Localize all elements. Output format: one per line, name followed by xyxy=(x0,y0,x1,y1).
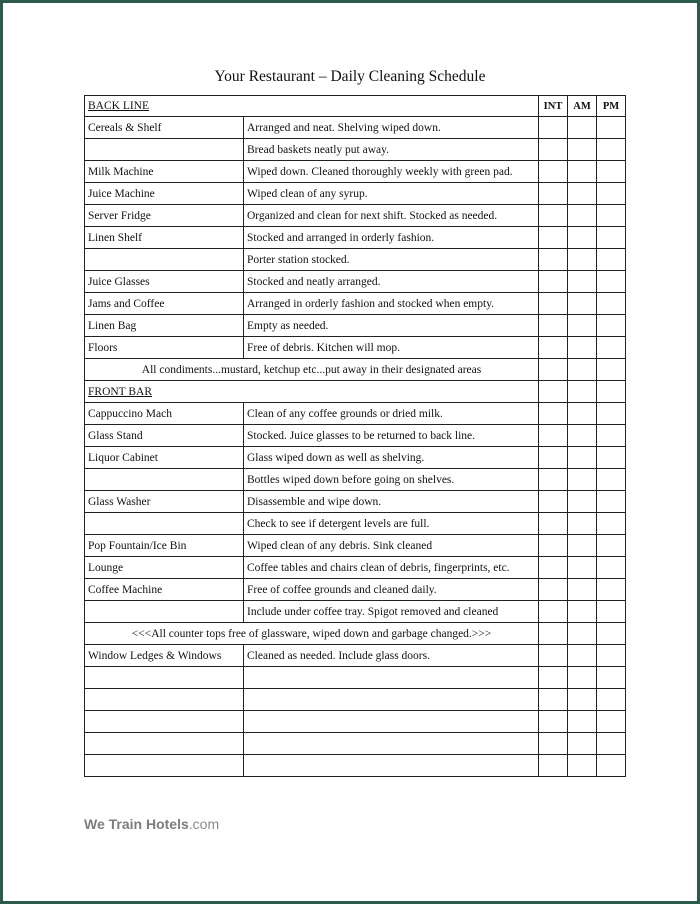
checkbox-cell-am[interactable] xyxy=(568,667,597,689)
checkbox-cell-int[interactable] xyxy=(539,337,568,359)
task-description: Porter station stocked. xyxy=(244,249,539,271)
checkbox-cell-int[interactable] xyxy=(539,557,568,579)
page-title: Your Restaurant – Daily Cleaning Schedule xyxy=(214,68,486,85)
task-item xyxy=(85,601,244,623)
task-description: Wiped clean of any syrup. xyxy=(244,183,539,205)
checkbox-cell[interactable] xyxy=(568,381,597,403)
table-row xyxy=(85,689,626,711)
task-description: Coffee tables and chairs clean of debris, fingerprints, etc. xyxy=(244,557,539,579)
checkbox-cell-am[interactable] xyxy=(568,469,597,491)
checkbox-cell-pm[interactable] xyxy=(597,645,626,667)
checkbox-cell-pm[interactable] xyxy=(597,491,626,513)
checkbox-cell-am[interactable] xyxy=(568,579,597,601)
checkbox-cell-pm[interactable] xyxy=(597,469,626,491)
table-row xyxy=(85,271,626,293)
task-item: Cappuccino Mach xyxy=(85,403,244,425)
task-description: Free of coffee grounds and cleaned daily. xyxy=(244,579,539,601)
checkbox-cell-int[interactable] xyxy=(539,249,568,271)
table-row xyxy=(85,205,626,227)
checkbox-cell[interactable] xyxy=(539,359,568,381)
table-row xyxy=(85,117,626,139)
task-description: Wiped clean of any debris. Sink cleaned xyxy=(244,535,539,557)
table-row xyxy=(85,249,626,271)
table-row xyxy=(85,733,626,755)
column-header-am: AM xyxy=(568,96,597,117)
task-description: Check to see if detergent levels are full. xyxy=(244,513,539,535)
task-description: Arranged and neat. Shelving wiped down. xyxy=(244,117,539,139)
task-description xyxy=(244,733,539,755)
column-header-pm: PM xyxy=(597,96,626,117)
checkbox-cell-int[interactable] xyxy=(539,667,568,689)
task-description: Free of debris. Kitchen will mop. xyxy=(244,337,539,359)
section-heading-front-bar-row xyxy=(85,381,626,403)
checkbox-cell-int[interactable] xyxy=(539,425,568,447)
checkbox-cell-pm[interactable] xyxy=(597,403,626,425)
task-item: Milk Machine xyxy=(85,161,244,183)
table-row xyxy=(85,403,626,425)
checkbox-cell-am[interactable] xyxy=(568,403,597,425)
checkbox-cell-pm[interactable] xyxy=(597,601,626,623)
checkbox-cell-am[interactable] xyxy=(568,183,597,205)
table-row xyxy=(85,645,626,667)
checkbox-cell-am[interactable] xyxy=(568,733,597,755)
table-row xyxy=(85,667,626,689)
checkbox-cell-pm[interactable] xyxy=(597,293,626,315)
task-item: Glass Stand xyxy=(85,425,244,447)
table-row xyxy=(85,227,626,249)
checkbox-cell-am[interactable] xyxy=(568,689,597,711)
checkbox-cell-int[interactable] xyxy=(539,733,568,755)
checkbox-cell-int[interactable] xyxy=(539,139,568,161)
checkbox-cell-am[interactable] xyxy=(568,337,597,359)
table-row xyxy=(85,161,626,183)
checkbox-cell-pm[interactable] xyxy=(597,249,626,271)
task-description: Stocked. Juice glasses to be returned to back line. xyxy=(244,425,539,447)
task-description: Clean of any coffee grounds or dried milk. xyxy=(244,403,539,425)
checkbox-cell-int[interactable] xyxy=(539,117,568,139)
header-row xyxy=(85,96,626,117)
checkbox-cell-am[interactable] xyxy=(568,315,597,337)
task-item: Window Ledges & Windows xyxy=(85,645,244,667)
checkbox-cell-am[interactable] xyxy=(568,117,597,139)
checkbox-cell-int[interactable] xyxy=(539,513,568,535)
checkbox-cell[interactable] xyxy=(568,623,597,645)
checkbox-cell-am[interactable] xyxy=(568,249,597,271)
table-row xyxy=(85,183,626,205)
checkbox-cell-pm[interactable] xyxy=(597,205,626,227)
task-description: Stocked and arranged in orderly fashion. xyxy=(244,227,539,249)
table-row xyxy=(85,139,626,161)
checkbox-cell-am[interactable] xyxy=(568,293,597,315)
checkbox-cell[interactable] xyxy=(539,623,568,645)
section-heading-front-bar: FRONT BAR xyxy=(85,381,539,403)
checkbox-cell-pm[interactable] xyxy=(597,579,626,601)
task-item xyxy=(85,755,244,777)
footer-brand-name: We Train Hotels xyxy=(84,816,189,832)
checkbox-cell-am[interactable] xyxy=(568,535,597,557)
table-row xyxy=(85,711,626,733)
table-row xyxy=(85,447,626,469)
checkbox-cell-int[interactable] xyxy=(539,579,568,601)
table-row xyxy=(85,535,626,557)
table-row xyxy=(85,579,626,601)
checkbox-cell-pm[interactable] xyxy=(597,271,626,293)
table-row xyxy=(85,293,626,315)
checkbox-cell-am[interactable] xyxy=(568,755,597,777)
footer-brand-suffix: .com xyxy=(188,816,220,832)
task-item: Juice Glasses xyxy=(85,271,244,293)
checkbox-cell-int[interactable] xyxy=(539,645,568,667)
checkbox-cell-int[interactable] xyxy=(539,447,568,469)
task-item: Juice Machine xyxy=(85,183,244,205)
task-description: Stocked and neatly arranged. xyxy=(244,271,539,293)
checkbox-cell-pm[interactable] xyxy=(597,183,626,205)
task-description: Bread baskets neatly put away. xyxy=(244,139,539,161)
checkbox-cell-int[interactable] xyxy=(539,315,568,337)
task-description: Glass wiped down as well as shelving. xyxy=(244,447,539,469)
checkbox-cell-pm[interactable] xyxy=(597,733,626,755)
task-item xyxy=(85,469,244,491)
checkbox-cell-am[interactable] xyxy=(568,227,597,249)
table-row xyxy=(85,557,626,579)
checkbox-cell-am[interactable] xyxy=(568,205,597,227)
task-description xyxy=(244,667,539,689)
task-item: Glass Washer xyxy=(85,491,244,513)
task-description: Arranged in orderly fashion and stocked when empty. xyxy=(244,293,539,315)
task-item: Lounge xyxy=(85,557,244,579)
task-item: Server Fridge xyxy=(85,205,244,227)
task-item: Coffee Machine xyxy=(85,579,244,601)
task-description xyxy=(244,755,539,777)
checkbox-cell[interactable] xyxy=(597,359,626,381)
checkbox-cell-am[interactable] xyxy=(568,425,597,447)
checkbox-cell-int[interactable] xyxy=(539,403,568,425)
task-item: Floors xyxy=(85,337,244,359)
task-description: Wiped down. Cleaned thoroughly weekly with green pad. xyxy=(244,161,539,183)
checkbox-cell-am[interactable] xyxy=(568,711,597,733)
checkbox-cell-int[interactable] xyxy=(539,183,568,205)
checkbox-cell-pm[interactable] xyxy=(597,117,626,139)
checkbox-cell-am[interactable] xyxy=(568,557,597,579)
task-item: Pop Fountain/Ice Bin xyxy=(85,535,244,557)
checkbox-cell[interactable] xyxy=(597,381,626,403)
task-item: Cereals & Shelf xyxy=(85,117,244,139)
front-bar-note-row xyxy=(85,623,626,645)
table-row xyxy=(85,601,626,623)
checkbox-cell-int[interactable] xyxy=(539,469,568,491)
table-row xyxy=(85,315,626,337)
checkbox-cell-int[interactable] xyxy=(539,293,568,315)
checkbox-cell-int[interactable] xyxy=(539,711,568,733)
table-row xyxy=(85,755,626,777)
checkbox-cell-pm[interactable] xyxy=(597,711,626,733)
task-description xyxy=(244,711,539,733)
checkbox-cell-pm[interactable] xyxy=(597,667,626,689)
checkbox-cell-pm[interactable] xyxy=(597,535,626,557)
checkbox-cell-pm[interactable] xyxy=(597,227,626,249)
checkbox-cell-int[interactable] xyxy=(539,227,568,249)
task-item xyxy=(85,667,244,689)
task-item xyxy=(85,711,244,733)
task-item xyxy=(85,513,244,535)
back-line-note: All condiments...mustard, ketchup etc...put away in their designated areas xyxy=(85,359,539,381)
task-description: Organized and clean for next shift. Stocked as needed. xyxy=(244,205,539,227)
checkbox-cell-pm[interactable] xyxy=(597,557,626,579)
checkbox-cell-int[interactable] xyxy=(539,491,568,513)
cleaning-schedule-table xyxy=(84,95,626,777)
checkbox-cell-int[interactable] xyxy=(539,535,568,557)
checkbox-cell-am[interactable] xyxy=(568,447,597,469)
task-item xyxy=(85,689,244,711)
checkbox-cell-pm[interactable] xyxy=(597,513,626,535)
task-item: Liquor Cabinet xyxy=(85,447,244,469)
column-header-int: INT xyxy=(539,96,568,117)
task-description: Cleaned as needed. Include glass doors. xyxy=(244,645,539,667)
table-row xyxy=(85,425,626,447)
checkbox-cell-pm[interactable] xyxy=(597,161,626,183)
checkbox-cell-pm[interactable] xyxy=(597,139,626,161)
checkbox-cell-int[interactable] xyxy=(539,271,568,293)
checkbox-cell-pm[interactable] xyxy=(597,755,626,777)
checkbox-cell-pm[interactable] xyxy=(597,425,626,447)
task-description: Disassemble and wipe down. xyxy=(244,491,539,513)
checkbox-cell-am[interactable] xyxy=(568,271,597,293)
task-item xyxy=(85,139,244,161)
footer-brand xyxy=(84,816,219,832)
checkbox-cell-am[interactable] xyxy=(568,139,597,161)
front-bar-note: <<<All counter tops free of glassware, wiped down and garbage changed.>>> xyxy=(85,623,539,645)
checkbox-cell[interactable] xyxy=(597,623,626,645)
checkbox-cell[interactable] xyxy=(539,381,568,403)
checkbox-cell-pm[interactable] xyxy=(597,315,626,337)
table-row xyxy=(85,469,626,491)
checkbox-cell-pm[interactable] xyxy=(597,447,626,469)
checkbox-cell-int[interactable] xyxy=(539,601,568,623)
table-row xyxy=(85,337,626,359)
task-item: Jams and Coffee xyxy=(85,293,244,315)
task-description: Empty as needed. xyxy=(244,315,539,337)
checkbox-cell-am[interactable] xyxy=(568,645,597,667)
table-row xyxy=(85,491,626,513)
checkbox-cell-am[interactable] xyxy=(568,491,597,513)
checkbox-cell-am[interactable] xyxy=(568,601,597,623)
section-heading-back-line: BACK LINE xyxy=(85,96,539,117)
task-item: Linen Shelf xyxy=(85,227,244,249)
checkbox-cell-int[interactable] xyxy=(539,755,568,777)
checkbox-cell-int[interactable] xyxy=(539,161,568,183)
checkbox-cell-int[interactable] xyxy=(539,205,568,227)
back-line-note-row xyxy=(85,359,626,381)
checkbox-cell-int[interactable] xyxy=(539,689,568,711)
task-description: Bottles wiped down before going on shelves. xyxy=(244,469,539,491)
table-row xyxy=(85,513,626,535)
task-item xyxy=(85,249,244,271)
task-item xyxy=(85,733,244,755)
checkbox-cell-pm[interactable] xyxy=(597,337,626,359)
task-description xyxy=(244,689,539,711)
checkbox-cell[interactable] xyxy=(568,359,597,381)
task-item: Linen Bag xyxy=(85,315,244,337)
checkbox-cell-am[interactable] xyxy=(568,161,597,183)
task-description: Include under coffee tray. Spigot removed and cleaned xyxy=(244,601,539,623)
checkbox-cell-pm[interactable] xyxy=(597,689,626,711)
checkbox-cell-am[interactable] xyxy=(568,513,597,535)
